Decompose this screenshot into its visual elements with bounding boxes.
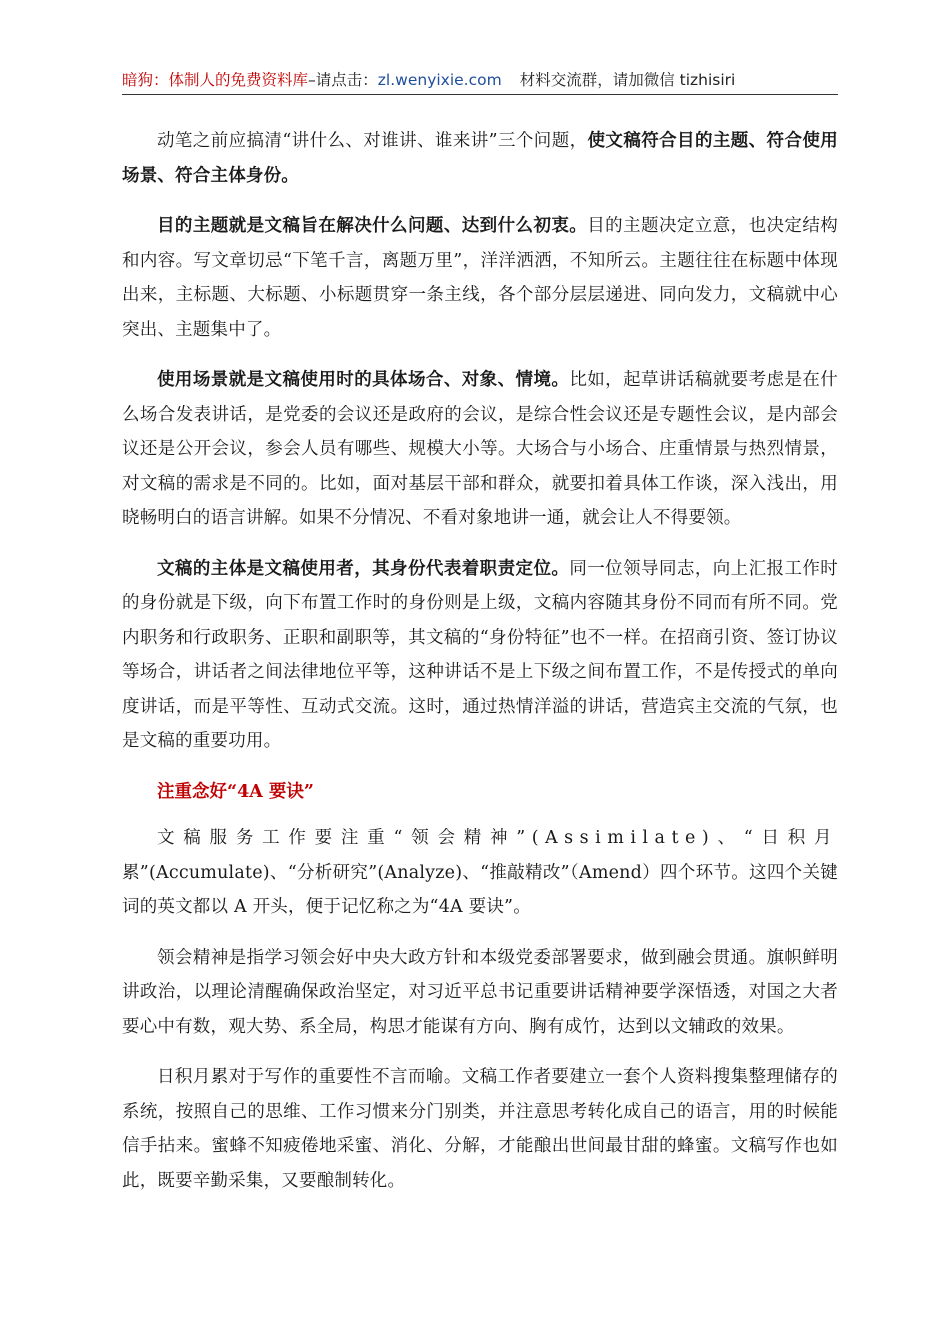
paragraph-4-text: 同一位领导同志，向上汇报工作时的身份就是下级，向下布置工作时的身份则是上级，文稿内容随其身份不同而有所不同。党内职务和行政职务、正职和副职等，其文稿的“身份特征”也不一样。在招商引资、签订协议等场合，讲话者之间法律地位平等，这种讲话不是上下级之间布置工作，不是传授式的单向度讲话，而是平等性、互动式交流。这时，通过热情洋溢的讲话，营造宾主交流的气氛，也是文稿的重要功用。 [122, 558, 839, 751]
brand-text: 暗狗：体制人的免费资料库 [122, 71, 309, 89]
paragraph-3-text: 比如，起草讲话稿就要考虑是在什么场合发表讲话，是党委的会议还是政府的会议，是综合性会议还是专题性会议，是内部会议还是公开会议，参会人员有哪些、规模大小等。大场合与小场合、庄重情景与热烈情景，对文稿的需求是不同的。比如，面对基层干部和群众，就要扣着具体工作谈，深入浅出，用晓畅明白的语言讲解。如果不分情况、不看对象地讲一通，就会让人不得要领。 [122, 370, 839, 528]
site-link[interactable]: zl.wenyixie.com [377, 71, 502, 89]
paragraph-2 [122, 209, 838, 347]
paragraph-6: 领会精神是指学习领会好中央大政方针和本级党委部署要求，做到融会贯通。旗帜鲜明讲政治，以理论清醒确保政治坚定，对习近平总书记重要讲话精神要学深悟透，对国之大者要心中有数，观大势、系全局，构思才能谋有方向、胸有成竹，达到以文辅政的效果。 [122, 947, 838, 1037]
group-info: 材料交流群，请加微信 tizhisiri [519, 71, 736, 89]
section-heading: 注重念好“4A 要诀” [157, 781, 314, 802]
link-prefix: –请点击： [308, 71, 378, 89]
paragraph-1-lead: 动笔之前应搞清“讲什么、对谁讲、谁来讲”三个问题， [157, 131, 588, 151]
paragraph-4 [122, 552, 838, 759]
paragraph-3-emphasis: 使用场景就是文稿使用时的具体场合、对象、情境。 [157, 370, 570, 390]
page-header [122, 66, 838, 95]
paragraph-2-emphasis: 目的主题就是文稿旨在解决什么问题、达到什么初衷。 [157, 216, 588, 236]
paragraph-2-text: 目的主题决定立意，也决定结构和内容。写文章切忌“下笔千言，离题万里”，洋洋洒洒，不知所云。主题往往在标题中体现出来，主标题、大标题、小标题贯穿一条主线，各个部分层层递进、同向发力，文稿就中心突出、主题集中了。 [122, 216, 838, 340]
paragraph-4-emphasis: 文稿的主体是文稿使用者，其身份代表着职责定位。 [157, 558, 570, 579]
paragraph-5 [122, 821, 838, 925]
article-body [122, 124, 838, 1214]
paragraph-5-text: 累”(Accumulate)、“分析研究”(Analyze)、“推敲精改”（Amend）四个环节。这四个关键词的英文都以 A 开头，便于记忆称之为“4A 要诀”。 [122, 862, 838, 917]
paragraph-3 [122, 363, 838, 536]
paragraph-5-line1: 文稿服务工作要注重“领会精神”(Assimilate)、“日积月 [157, 828, 838, 848]
paragraph-1-emphasis: 使文稿符合目的主题、符合使用场景、符合主体身份。 [122, 131, 838, 186]
paragraph-7: 日积月累对于写作的重要性不言而喻。文稿工作者要建立一套个人资料搜集整理储存的系统，按照自己的思维、工作习惯来分门别类，并注意思考转化成自己的语言，用的时候能信手拈来。蜜蜂不知疲倦地采蜜、消化、分解，才能酿出世间最甘甜的蜂蜜。文稿写作也如此，既要辛勤采集，又要酿制转化。 [122, 1067, 838, 1191]
paragraph-1 [122, 124, 838, 193]
